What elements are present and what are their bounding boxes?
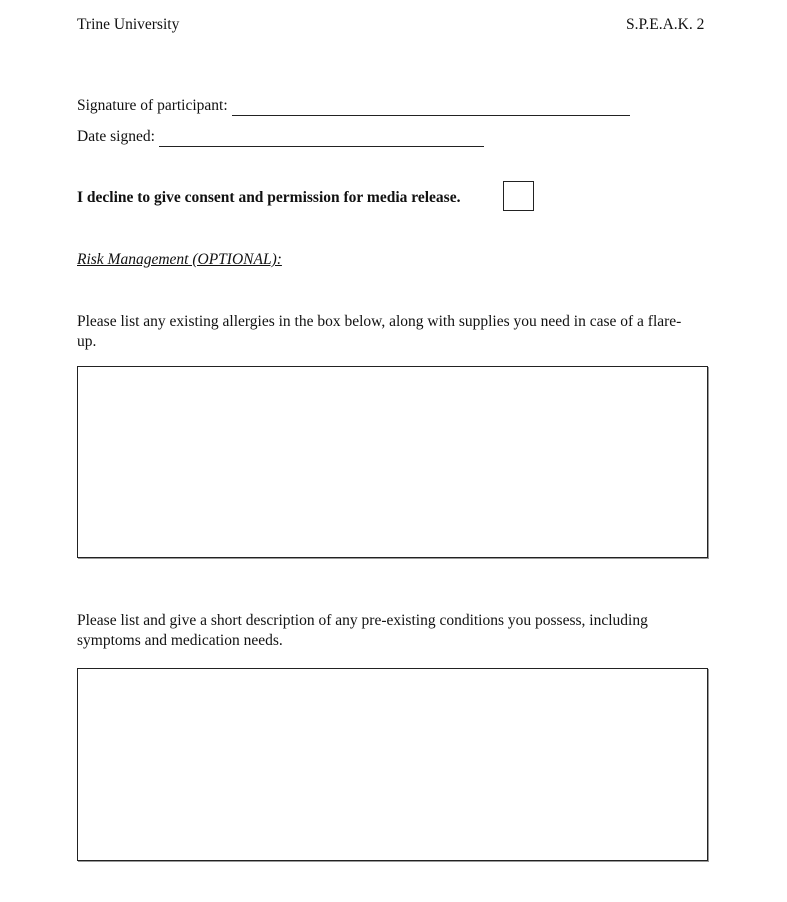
risk-management-heading: Risk Management (OPTIONAL): <box>77 251 282 268</box>
header-institution: Trine University <box>77 16 180 33</box>
signature-row <box>77 96 630 116</box>
media-release-decline-checkbox[interactable] <box>503 181 534 211</box>
header-page-label: S.P.E.A.K. 2 <box>626 16 705 33</box>
media-release-decline-label: I decline to give consent and permission for media release. <box>77 189 461 206</box>
conditions-prompt: Please list and give a short description of any pre-existing conditions you possess, including symptoms and medication needs. <box>77 612 648 649</box>
date-signed-label: Date signed: <box>77 128 155 145</box>
allergies-prompt: Please list any existing allergies in the box below, along with supplies you need in case of a flare-up. <box>77 313 682 350</box>
conditions-textbox[interactable] <box>77 668 708 861</box>
date-row <box>77 127 484 147</box>
allergies-textbox[interactable] <box>77 366 708 558</box>
date-signed-field[interactable] <box>159 132 484 147</box>
signature-label: Signature of participant: <box>77 97 228 114</box>
signature-field[interactable] <box>232 101 630 116</box>
